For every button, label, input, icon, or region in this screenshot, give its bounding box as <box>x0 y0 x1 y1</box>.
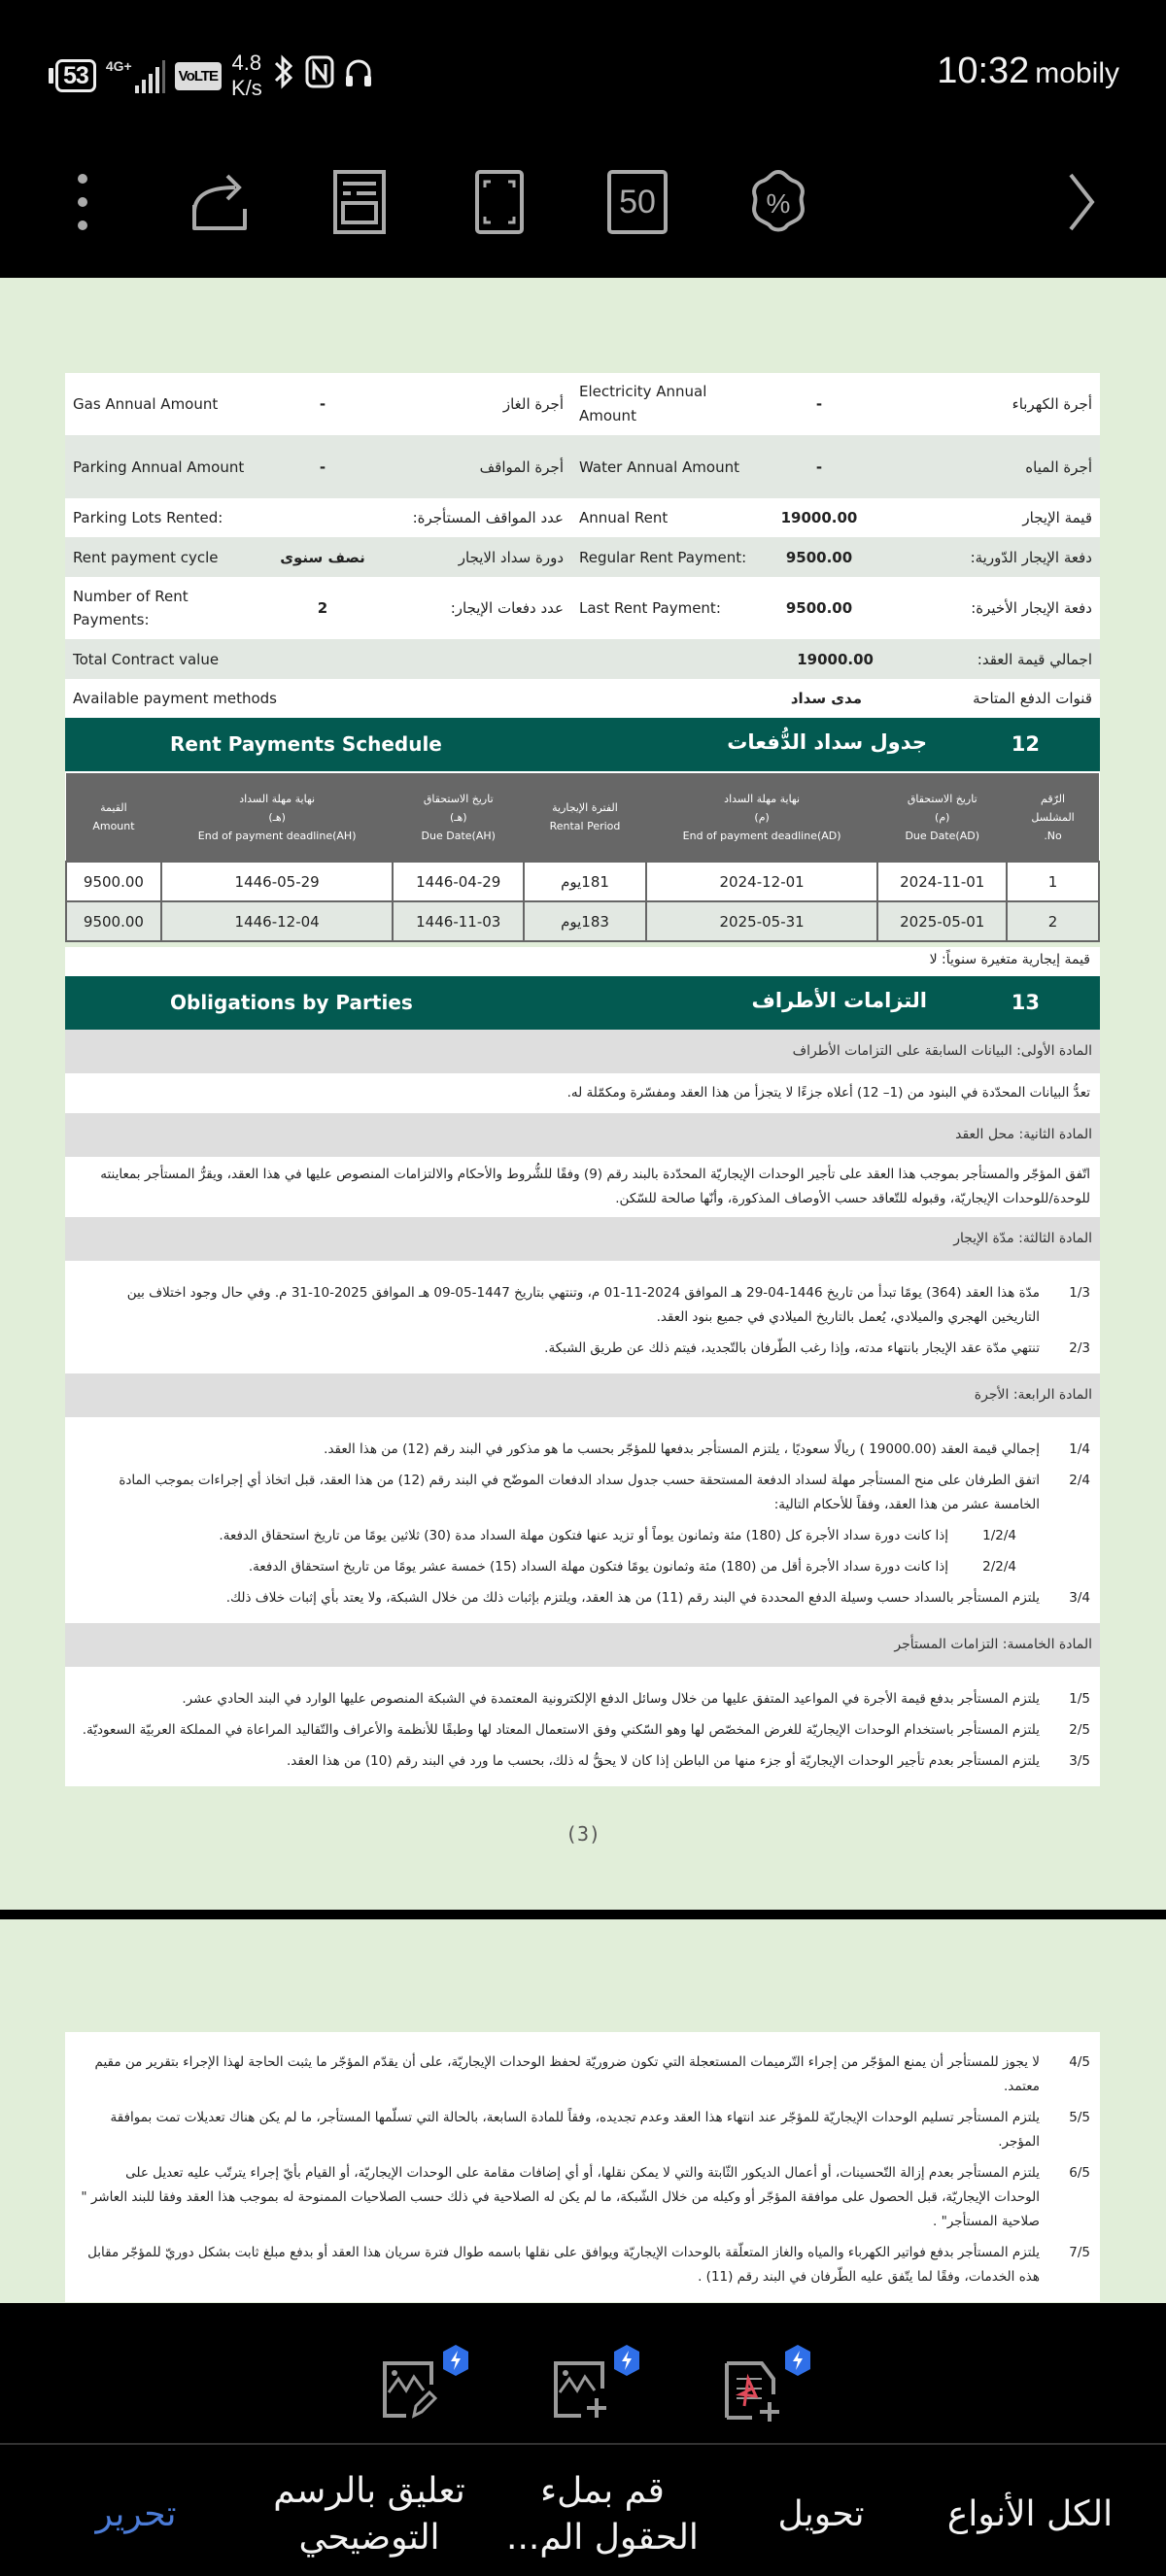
article-2-text: اتّفق المؤجّر والمستأجر بموجب هذا العقد على تأجير الوحدات الإيجاريّة المحدّدة بالبند رقم (9) وفقًا للشُّروط والأحكام والالتزامات المنصوص عليها في هذا العقد، ويقرُّ المستأجر بمعاينته للوحدة/للوحدات الإيجاريّة، وقبوله للتّعاقد حسب الأوصاف المذكورة، وأنّها صالحة للسّكن. <box>65 1157 1100 1217</box>
column-header-mid: (هـ) <box>268 810 286 824</box>
column-header-ar: الفترة الإيجارية <box>552 801 618 814</box>
schedule-title-en: Rent Payments Schedule <box>170 732 442 756</box>
tab-convert[interactable]: تحويل <box>777 2493 865 2534</box>
electricity-label-en: Electricity Annual Amount <box>579 383 707 424</box>
info-row <box>65 373 1100 435</box>
payment-cycle-label-ar: دورة سداد الايجار <box>458 548 564 566</box>
parking-lots-label-ar: عدد المواقف المستأجرة: <box>412 509 564 526</box>
cell-amount: 9500.00 <box>66 901 161 941</box>
more-vertical-icon <box>75 171 90 233</box>
table-row <box>66 901 1099 941</box>
image-edit-icon <box>381 2359 439 2420</box>
clause-number: 1/5 <box>1069 1691 1090 1707</box>
page-number-badge: 50 <box>619 183 656 220</box>
clause-text: اتفق الطرفان على منح المستأجر مهلة لسداد الدفعة المستحقة حسب جدول سداد الدفعات الموضّح في البند رقم (12) من هذا العقد، قبل اتخاذ أي إجراءات بموجب المادة الخامسة عشر من هذا العقد، وفقاً للأحكام التالية: <box>119 1473 1040 1512</box>
viewer-toolbar <box>0 146 1166 278</box>
clause-text: يلتزم المستأجر بدفع قيمة الأجرة في المواعيد المتفق عليها من خلال وسائل الدفع الإلكترونية المعتمدة في الشبكة المنصوص عليها الوارد في البند الحادي عشر. <box>182 1691 1040 1707</box>
clause-text: يلتزم المستأجر بدفع فواتير الكهرباء والمياه والغاز المتعلّقة بالوحدات الإيجاريّة ويوافق على نقلها باسمه طوال فترة سريان هذا العقد أو بدفع مبلغ ثابت بشكل دوريّ للمؤجّر مقابل هذه الخدمات، وفقًا لما يتّفق عليه الطّرفان في البند رقم (11) . <box>87 2245 1040 2285</box>
tab-edit[interactable]: تحرير <box>95 2493 177 2534</box>
payment-methods-row <box>65 679 1100 718</box>
clause-text: يلتزم المستأجر بالسداد حسب وسيلة الدفع المحددة في البند رقم (11) من هذ العقد، ويلتزم بإثبات ذلك من خلال الشبكة، ولا يعتد بأي إثبات خلاف ذلك. <box>225 1590 1040 1606</box>
edit-image-tool-button[interactable] <box>381 2359 449 2427</box>
clause-item <box>81 1337 1090 1361</box>
clause-item <box>81 1687 1090 1712</box>
parking-lots-label-en: Parking Lots Rented: <box>73 509 223 526</box>
battery-level: 53 <box>55 59 96 92</box>
parking-label-ar: أجرة المواقف <box>479 458 564 476</box>
column-header-ar: الرّقم <box>1041 792 1066 805</box>
clause-item <box>81 1469 1090 1517</box>
column-header-ar: القيمة <box>100 801 127 814</box>
pdf-add-tool-button[interactable] <box>723 2359 791 2427</box>
volte-badge: VoLTE <box>175 62 222 90</box>
regular-payment-label-ar: دفعة الإيجار الدّورية: <box>970 548 1092 566</box>
clause-text: إذا كانت دورة سداد الأجرة أقل من (180) مئة وثمانون يومًا فتكون مهلة السداد (15) خمسة عشر يومًا من تاريخ استحقاق الدفعة. <box>248 1559 948 1575</box>
column-header-ar: تاريخ الاستحقاق <box>907 792 977 805</box>
speed-unit: K/s <box>230 76 262 100</box>
cell-period: 181يوم <box>524 862 646 901</box>
share-icon <box>189 170 253 234</box>
last-payment-label-ar: دفعة الإيجار الأخيرة: <box>971 599 1092 617</box>
add-image-tool-button[interactable] <box>552 2359 620 2427</box>
reading-mode-icon <box>333 170 386 234</box>
clause-number: 2/2/4 <box>982 1559 1016 1575</box>
clause-number: 4/5 <box>1069 2054 1090 2070</box>
tab-fill-forms[interactable]: قم بملء الحقول الم... <box>506 2470 699 2558</box>
cell-end-ad: 2025-05-31 <box>646 901 877 941</box>
column-header-en: Due Date(AH) <box>421 829 496 842</box>
payments-count-label-en: Number of Rent Payments: <box>73 588 189 628</box>
tab-annotate-drawing[interactable]: تعليق بالرسم التوضيحي <box>273 2470 465 2558</box>
column-header-en: Rental Period <box>549 820 621 832</box>
column-header-en: .No <box>1044 829 1062 842</box>
cell-due-ah: 1446-04-29 <box>393 862 524 901</box>
info-row <box>65 537 1100 577</box>
article-2-heading: المادة الثانية: محل العقد <box>65 1113 1100 1157</box>
fit-screen-icon <box>475 170 524 234</box>
clause-number: 7/5 <box>1069 2245 1090 2260</box>
payment-methods-label-ar: قنوات الدفع المتاحة <box>973 690 1092 707</box>
tab-all-types[interactable]: الكل الأنواع <box>946 2493 1114 2534</box>
bottom-tool-sheet <box>0 2303 1166 2576</box>
document-viewport[interactable] <box>0 278 1166 2303</box>
water-value: - <box>815 458 823 476</box>
carrier-name: mobily <box>1035 57 1119 89</box>
column-header-ar: نهاية مهلة السداد <box>239 792 316 805</box>
obligations-section-number: 13 <box>1011 991 1040 1014</box>
article-1-heading: المادة الأولى: البيانات السابقة على التزامات الأطراف <box>65 1030 1100 1073</box>
article-5-continued <box>65 2032 1100 2302</box>
cell-due-ad: 2025-05-01 <box>877 901 1007 941</box>
table-header-row <box>66 772 1099 862</box>
water-label-ar: أجرة المياه <box>1025 458 1092 476</box>
share-button[interactable] <box>187 169 255 235</box>
nfc-icon <box>305 54 334 97</box>
column-header-ar: تاريخ الاستحقاق <box>423 792 494 805</box>
clause-item <box>81 1524 1016 1548</box>
payment-methods-label-en: Available payment methods <box>73 690 277 707</box>
bluetooth-icon <box>272 54 295 97</box>
annual-rent-label-ar: قيمة الإيجار <box>1022 509 1092 526</box>
schedule-section-number: 12 <box>1011 732 1040 756</box>
payment-cycle-label-en: Rent payment cycle <box>73 548 219 566</box>
clause-text: إجمالي قيمة العقد (19000.00 ) ريالًا سعوديًا ، يلتزم المستأجر بدفعها للمؤجّر بحسب ما هو مذكور في البند رقم (12) من هذا العقد. <box>324 1441 1040 1457</box>
next-button[interactable] <box>1067 169 1096 235</box>
regular-payment-value: 9500.00 <box>785 548 853 566</box>
cell-no: 1 <box>1007 862 1099 901</box>
gas-value: - <box>319 395 326 413</box>
gas-label-ar: أجرة الغاز <box>502 395 564 413</box>
clause-item <box>81 1555 1016 1579</box>
premium-bolt-icon <box>783 2344 812 2377</box>
column-header <box>393 772 524 862</box>
clause-number: 6/5 <box>1069 2165 1090 2181</box>
cell-period: 183يوم <box>524 901 646 941</box>
sheet-divider <box>0 2443 1166 2445</box>
speed-value: 4.8 <box>231 51 262 75</box>
article-1-text: تعدُّ البيانات المحدّدة في البنود من (1– 12) أعلاه جزءًا لا يتجزأ من هذا العقد ومفسّرة ومكمّلة له. <box>65 1073 1100 1113</box>
column-header-en: Amount <box>92 820 135 832</box>
clause-item <box>81 2051 1090 2099</box>
clause-number: 2/4 <box>1069 1473 1090 1488</box>
obligations-title-en: Obligations by Parties <box>170 991 413 1014</box>
column-header-en: End of payment deadline(AD) <box>682 829 841 842</box>
cell-end-ah: 1446-05-29 <box>161 862 393 901</box>
payment-methods-value: مدى سداد <box>790 690 862 707</box>
svg-text:%: % <box>766 188 791 219</box>
clause-number: 1/2/4 <box>982 1528 1016 1543</box>
column-header-mid: (م) <box>935 810 950 824</box>
water-label-en: Water Annual Amount <box>579 458 739 476</box>
column-header <box>646 772 877 862</box>
annual-rent-value: 19000.00 <box>780 509 858 526</box>
cell-end-ad: 2024-12-01 <box>646 862 877 901</box>
network-type: 4G+ <box>105 58 132 74</box>
cell-amount: 9500.00 <box>66 862 161 901</box>
clause-text: يلتزم المستأجر بعدم إزالة التّحسينات، أو أعمال الديكور الثّابتة والتي لا يمكن نقلها، أو أي إضافات مقامة على الوحدات الإيجاريّة، أو القيام بأيّ إجراء يترتّب عليه تعديل على الوحدات الإيجاريّة، قبل الحصول على موافقة المؤجّر أو وكيله من خلال الشّبكة، ما لم يكن له الصلاحية في ذلك حسب الصلاحيات الممنوحة له بموجب هذا العقد وفقا للبند العاشر " صلاحية المستأجر" . <box>81 2165 1040 2229</box>
column-header <box>66 772 161 862</box>
contract-info-grid <box>65 373 1100 718</box>
clause-number: 2/3 <box>1069 1340 1090 1356</box>
column-header <box>161 772 393 862</box>
signal-icon <box>106 58 165 93</box>
battery-indicator <box>49 59 96 92</box>
page-number-button[interactable] <box>607 169 668 235</box>
column-header-en: End of payment deadline(AH) <box>197 829 357 842</box>
status-bar <box>0 0 1166 146</box>
article-3-clauses <box>65 1261 1100 1373</box>
regular-payment-label-en: Regular Rent Payment: <box>579 548 747 566</box>
premium-bolt-icon <box>441 2344 470 2377</box>
annual-rent-label-en: Annual Rent <box>579 509 669 526</box>
pdf-page-3 <box>65 373 1100 1786</box>
clause-item <box>81 1718 1090 1743</box>
article-5-heading: المادة الخامسة: التزامات المستأجر <box>65 1623 1100 1667</box>
column-header <box>1007 772 1099 862</box>
last-payment-value: 9500.00 <box>785 599 853 617</box>
cell-due-ad: 2024-11-01 <box>877 862 1007 901</box>
column-header-mid: (هـ) <box>449 810 467 824</box>
clause-item <box>81 1281 1090 1330</box>
clock: 10:32 <box>937 51 1030 91</box>
schedule-section-header <box>65 718 1100 771</box>
table-row <box>66 862 1099 901</box>
payment-cycle-value: نصف سنوى <box>280 548 365 566</box>
payments-count-label-ar: عدد دفعات الإيجار: <box>450 599 564 617</box>
clause-number: 3/5 <box>1069 1753 1090 1769</box>
obligations-section-header <box>65 976 1100 1030</box>
clause-item <box>81 1749 1090 1774</box>
clause-number: 5/5 <box>1069 2110 1090 2125</box>
fit-screen-button[interactable] <box>474 169 525 235</box>
article-5-clauses <box>65 1667 1100 1786</box>
page-number-label: (3) <box>565 1822 601 1846</box>
clause-text: إذا كانت دورة سداد الأجرة كل (180) مئة وثمانون يوماً أو تزيد عنها فتكون مهلة السداد مدة (30) ثلاثين يومًا من تاريخ استحقاق الدفعة. <box>219 1528 948 1543</box>
clause-number: 3/4 <box>1069 1590 1090 1606</box>
clause-text: يلتزم المستأجر باستخدام الوحدات الإيجاريّة للغرض المخصّص لها وهو السّكني وفق الاستعمال المعتاد لها وطبقًا للأنظمة والأعراف والتّقاليد المراعاة في المملكة العربيّة السعوديّة. <box>82 1722 1040 1738</box>
clause-item <box>81 2106 1090 2154</box>
schedule-title-ar: جدول سداد الدُّفعات <box>727 730 927 754</box>
cell-no: 2 <box>1007 901 1099 941</box>
column-header-en: Due Date(AD) <box>905 829 980 842</box>
electricity-label-ar: أجرة الكهرباء <box>1012 395 1092 413</box>
image-add-icon <box>552 2359 610 2420</box>
info-row <box>65 435 1100 498</box>
electricity-value: - <box>815 395 823 413</box>
column-header <box>524 772 646 862</box>
network-speed <box>231 51 262 101</box>
column-header-ar: نهاية مهلة السداد <box>724 792 801 805</box>
clause-text: يلتزم المستأجر تسليم الوحدات الإيجاريّة للمؤجّر عند انتهاء هذا العقد وعدم تجديده، وفقاً للمادة السابعة، بالحالة التي تسلّمها المستأجر، ما لم يكن هناك تعديلات تمت بموافقة المؤجر. <box>110 2110 1040 2150</box>
total-label-ar: اجمالي قيمة العقد: <box>977 650 1092 668</box>
chevron-right-icon <box>1067 171 1096 233</box>
clause-text: يلتزم المستأجر بعدم تأجير الوحدات الإيجاريّة أو جزء منها من الباطن إذا كان لا يحقُّ له ذلك، بحسب ما ورد في البند رقم (10) من هذا العقد. <box>286 1753 1040 1769</box>
clause-item <box>81 1438 1090 1462</box>
payments-count-value: 2 <box>317 599 328 617</box>
total-label-en: Total Contract value <box>73 650 220 668</box>
clause-text: مدّة هذا العقد (364) يومًا تبدأ من تاريخ 1446-04-29 هـ الموافق 2024-11-01 م، وتنتهي بتاريخ 1447-05-09 هـ الموافق 2025-10-31 م. وفي حال وجود اختلاف بين التاريخين الهجري والميلادي، يُعمل بالتاريخ الميلادي في جميع بنود العقد. <box>126 1285 1040 1325</box>
headphones-icon <box>344 54 373 97</box>
pdf-page-4 <box>65 2032 1100 2302</box>
column-header-mid: المشلسل <box>1031 810 1075 824</box>
total-value: 19000.00 <box>797 650 874 668</box>
parking-label-en: Parking Annual Amount <box>73 458 245 476</box>
column-header <box>877 772 1007 862</box>
obligations-title-ar: التزامات الأطراف <box>751 989 927 1012</box>
clause-number: 2/5 <box>1069 1722 1090 1738</box>
more-options-button[interactable] <box>68 169 97 235</box>
payment-schedule-table <box>65 771 1100 942</box>
column-header-mid: (م) <box>754 810 770 824</box>
info-row <box>65 498 1100 537</box>
info-row <box>65 577 1100 639</box>
clause-item <box>81 1586 1090 1610</box>
clause-text: لا يجوز للمستأجر أن يمنع المؤجّر من إجراء التّرميمات المستعجلة التي تكون ضروريّة لحفظ الوحدات الإيجاريّة، على أن يقدّم المؤجّر ما يثبت الحاجة لهذا الإجراء بتقرير من مقيم معتمد. <box>94 2054 1040 2094</box>
article-3-heading: المادة الثالثة: مدّة الإيجار <box>65 1217 1100 1261</box>
clause-number: 1/3 <box>1069 1285 1090 1301</box>
total-contract-row <box>65 639 1100 679</box>
pdf-add-icon <box>723 2359 783 2423</box>
cell-due-ah: 1446-11-03 <box>393 901 524 941</box>
page-separator <box>0 1910 1166 1919</box>
premium-bolt-icon <box>612 2344 641 2377</box>
clause-text: تنتهي مدّة عقد الإيجار بانتهاء مدته، وإذا رغب الطّرفان بالتّجديد، فيتم ذلك عن طريق الشبكة. <box>544 1340 1040 1356</box>
discount-button[interactable] <box>748 169 808 235</box>
article-4-heading: المادة الرابعة: الأجرة <box>65 1373 1100 1417</box>
reading-mode-button[interactable] <box>332 169 387 235</box>
article-4-clauses <box>65 1417 1100 1623</box>
clause-item <box>81 2161 1090 2234</box>
discount-badge-icon <box>748 169 808 235</box>
clause-number: 1/4 <box>1069 1441 1090 1457</box>
clause-item <box>81 2241 1090 2289</box>
variable-rent-note: قيمة إيجارية متغيرة سنوياً: لا <box>65 947 1100 976</box>
cell-end-ah: 1446-12-04 <box>161 901 393 941</box>
parking-value: - <box>319 458 326 476</box>
gas-label-en: Gas Annual Amount <box>73 395 219 413</box>
last-payment-label-en: Last Rent Payment: <box>579 599 721 617</box>
